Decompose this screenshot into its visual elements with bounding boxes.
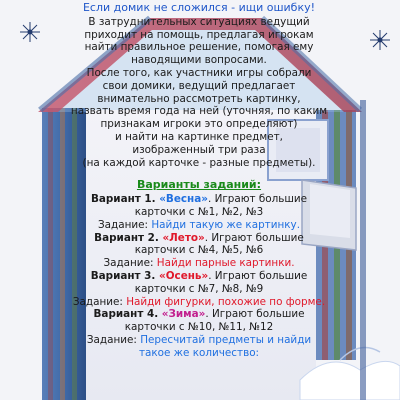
variant-3-name: «Осень» xyxy=(158,269,209,282)
variant-2-line xyxy=(44,232,354,245)
intro-line: После того, как участники игры собрали xyxy=(86,66,312,79)
variant-3-task xyxy=(44,296,354,309)
variant-4-task-label: Задание: xyxy=(86,333,141,346)
intro-line: наводящими вопросами. xyxy=(131,54,267,67)
variant-3-task-label: Задание: xyxy=(72,295,127,308)
intro-line: внимательно рассмотреть картинку, xyxy=(97,92,301,105)
page-title: Если домик не сложился - ищи ошибку! xyxy=(82,1,316,14)
variant-2-task xyxy=(44,257,354,270)
variant-4-rest: . Играют большие xyxy=(205,308,305,321)
variant-3-line xyxy=(44,270,354,283)
intro-line: изображенный три раза xyxy=(132,143,266,156)
variant-1-task-text: Найди такую же картинку. xyxy=(151,218,301,231)
variant-3-cards: карточки с №7, №8, №9 xyxy=(134,282,264,295)
variant-4-task xyxy=(44,334,354,347)
variant-4-cards: карточки с №10, №11, №12 xyxy=(124,321,274,334)
variants-heading: Варианты заданий: xyxy=(136,178,262,192)
variant-1-task xyxy=(44,219,354,232)
intro-line: приходит на помощь, предлагая игрокам xyxy=(84,28,314,41)
intro-line: (на каждой карточке - разные предметы). xyxy=(82,156,316,169)
intro-line: найти правильное решение, помогая ему xyxy=(84,41,314,54)
intro-line: и найти на картинке предмет, xyxy=(115,130,283,143)
variant-4-prefix: Вариант 4. xyxy=(93,308,162,321)
variant-2-prefix: Вариант 2. xyxy=(94,231,163,244)
variant-1-line xyxy=(44,193,354,206)
right-edge-strip xyxy=(360,100,366,400)
intro-line: свои домики, ведущий предлагает xyxy=(102,79,296,92)
intro-line: признакам игроки это определяют) xyxy=(100,118,298,131)
variant-1-task-label: Задание: xyxy=(97,218,152,231)
variant-4-task-text-2: такое же количество: xyxy=(138,346,260,359)
variant-4-line xyxy=(44,308,354,321)
variant-3-rest: . Играют большие xyxy=(208,269,308,282)
variant-4-task-text-1: Пересчитай предметы и найди xyxy=(140,333,312,346)
variant-2-task-text: Найди парные картинки. xyxy=(156,257,295,270)
variant-2-task-label: Задание: xyxy=(103,257,157,270)
intro-line: назвать время года на ней (уточняя, по каким xyxy=(70,105,328,118)
variant-4-name: «Зима» xyxy=(161,308,206,321)
variant-1-cards: карточки с №1, №2, №3 xyxy=(134,205,264,218)
instructions-text xyxy=(44,2,354,360)
variant-1-rest: . Играют большие xyxy=(207,193,308,206)
variant-1-prefix: Вариант 1. xyxy=(90,193,160,206)
variant-1-name: «Весна» xyxy=(159,193,208,206)
variant-2-cards: карточки с №4, №5, №6 xyxy=(134,244,264,257)
intro-line: В затруднительных ситуациях ведущий xyxy=(88,15,310,28)
variant-3-task-text: Найди фигурки, похожие по форме. xyxy=(126,295,326,308)
variant-3-prefix: Вариант 3. xyxy=(90,269,159,282)
variant-2-rest: . Играют большие xyxy=(204,231,304,244)
variant-2-name: «Лето» xyxy=(162,231,205,244)
